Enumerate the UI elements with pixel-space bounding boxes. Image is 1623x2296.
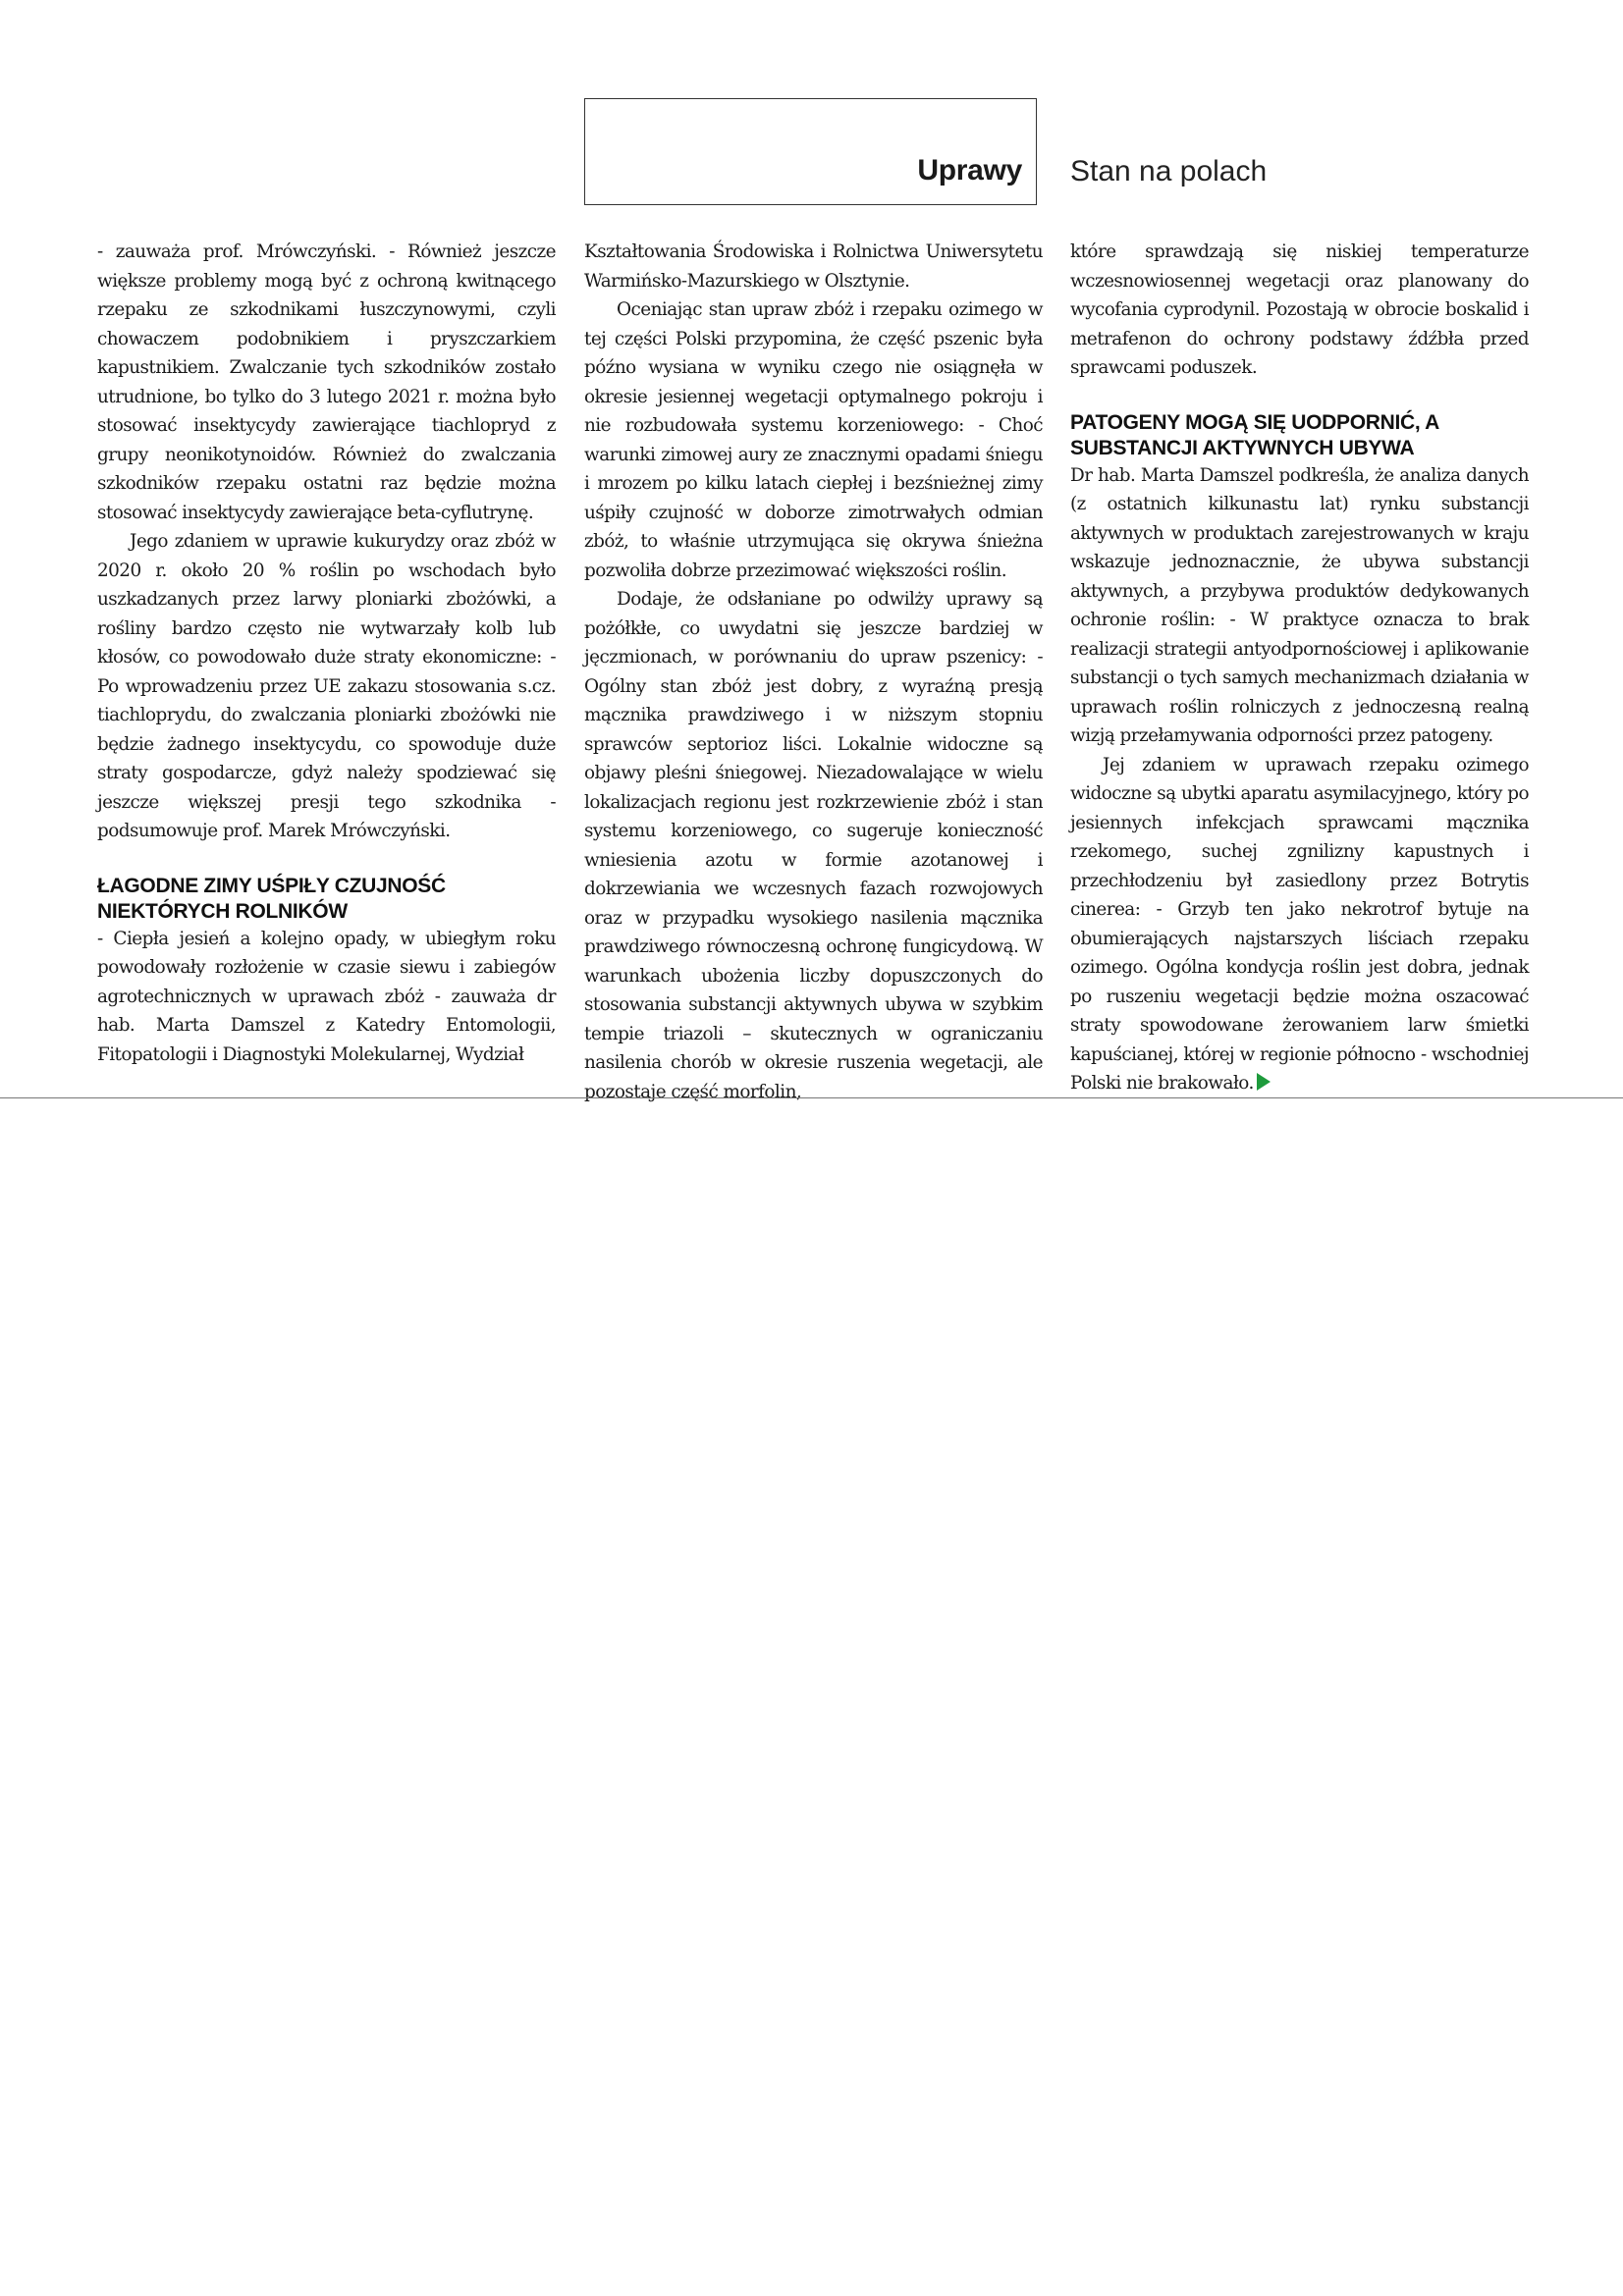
paragraph	[1070, 751, 1529, 1098]
page-divider	[0, 1097, 1623, 1098]
article-column-3	[1070, 238, 1529, 1098]
paragraph: - zauważa prof. Mrówczyński. - Również jeszcze większe problemy mogą być z ochroną kwitnącego rzepaku ze szkodnikami łuszczynowymi, czyli chowaczem podobnikiem i pryszczarkiem kapustnikiem. Zwalczanie tych szkodników zostało utrudnione, bo tylko do 3 lutego 2021 r. można było stosować insektycydy zawierające tiachlopryd z grupy neonikotynoidów. Również do zwalczania szkodników rzepaku ostatni raz będzie można stosować insektycydy zawierające beta-cyflutrynę.	[97, 241, 556, 523]
subheading: PATOGENY MOGĄ SIĘ UODPORNIĆ, A SUBSTANCJI AKTYWNYCH UBYWA	[1070, 410, 1439, 459]
article-column-2	[584, 238, 1043, 1106]
section-title: Uprawy	[917, 154, 1022, 187]
section-subtitle: Stan na polach	[1070, 155, 1268, 187]
article-column-1	[97, 238, 556, 1069]
paragraph: Dodaje, że odsłaniane po odwilży uprawy są pożółkłe, co uwydatni się jeszcze bardziej w jęczmionach, w porównaniu do upraw pszenicy: - Ogólny stan zbóż jest dobry, z wyraźną presją mącznika prawdziwego i w niższym stopniu sprawców septorioz liści. Lokalnie widoczne są objawy pleśni śniegowej. Niezadowalające w wielu lokalizacjach regionu jest rozkrzewienie zbóż i stan systemu korzeniowego, co sugeruje konieczność wniesienia azotu w formie azotanowej i dokrzewiania we wczesnych fazach rozwojowych oraz w przypadku wysokiego nasilenia mącznika prawdziwego równoczesną ochronę fungicydową. W warunkach ubożenia liczby dopuszczonych do stosowania substancji aktywnych ubywa w szybkim tempie triazoli – skutecznych w ograniczaniu nasilenia chorób w okresie ruszenia wegetacji, ale pozostaje część morfolin,	[584, 589, 1043, 1102]
section-header-box	[584, 98, 1037, 205]
paragraph: Dr hab. Marta Damszel podkreśla, że analiza danych (z ostatnich kilkunastu lat) rynku substancji aktywnych w produktach zarejestrowanych w kraju wskazuje jednoznacznie, że ubywa substancji aktywnych, a przybywa produktów dedykowanych ochronie roślin: - W praktyce oznacza to brak realizacji strategii antyodpornościowej i aplikowanie substancji o tych samych mechanizmach działania w uprawach roślin rolniczych z jednoczesną realną wizją przełamywania odporności przez patogeny.	[1070, 464, 1529, 746]
subheading: ŁAGODNE ZIMY UŚPIŁY CZUJNOŚĆ NIEKTÓRYCH ROLNIKÓW	[97, 874, 446, 923]
paragraph: Kształtowania Środowiska i Rolnictwa Uniwersytetu Warmińsko-Mazurskiego w Olsztynie.	[584, 241, 1043, 292]
paragraph-text: Jej zdaniem w uprawach rzepaku ozimego widoczne są ubytki aparatu asymilacyjnego, który po jesiennych infekcjach sprawcami mącznika rzekomego, suchej zgnilizny kapustnych i przechłodzeniu był zasiedlony przez Botrytis cinerea: - Grzyb ten jako nekrotrof bytuje na obumierających najstarszych liściach rzepaku ozimego. Ogólna kondycja roślin jest dobra, jednak po ruszeniu wegetacji będzie można oszacować straty spowodowane żerowaniem larw śmietki kapuścianej, której w regionie północno - wschodniej Polski nie brakowało.	[1070, 754, 1529, 1094]
end-of-article-icon	[1257, 1073, 1271, 1091]
paragraph: Jego zdaniem w uprawie kukurydzy oraz zbóż w 2020 r. około 20 % roślin po wschodach było uszkadzanych przez larwy ploniarki zbożówki, a rośliny bardzo często nie wytwarzały kolb lub kłosów, co powodowało duże straty ekonomiczne: - Po wprowadzeniu przez UE zakazu stosowania s.cz. tiachloprydu, do zwalczania ploniarki zbożówki nie będzie żadnego insektycydu, co spowoduje duże straty gospodarcze, gdyż należy spodziewać się jeszcze większej presji tego szkodnika - podsumowuje prof. Marek Mrówczyński.	[97, 531, 556, 841]
paragraph: które sprawdzają się niskiej temperaturze wczesnowiosennej wegetacji oraz planowany do wycofania cyprodynil. Pozostają w obrocie boskalid i metrafenon do ochrony podstawy źdźbła przed sprawcami poduszek.	[1070, 241, 1529, 378]
paragraph: Oceniając stan upraw zbóż i rzepaku ozimego w tej części Polski przypomina, że część pszenic była późno wysiana w wyniku czego nie osiągnęła w okresie jesiennej wegetacji optymalnego pokroju i nie rozbudowała systemu korzeniowego: - Choć warunki zimowej aury ze znacznymi opadami śniegu i mrozem po kilku latach ciepłej i bezśnieżnej zimy uśpiły czujność w doborze zimotrwałych odmian zbóż, to właśnie utrzymująca się okrywa śnieżna pozwoliła dobrze przezimować większości roślin.	[584, 299, 1043, 581]
paragraph: - Ciepła jesień a kolejno opady, w ubiegłym roku powodowały rozłożenie w czasie siewu i zabiegów agrotechnicznych w uprawach zbóż - zauważa dr hab. Marta Damszel z Katedry Entomologii, Fitopatologii i Diagnostyki Molekularnej, Wydział	[97, 928, 556, 1065]
